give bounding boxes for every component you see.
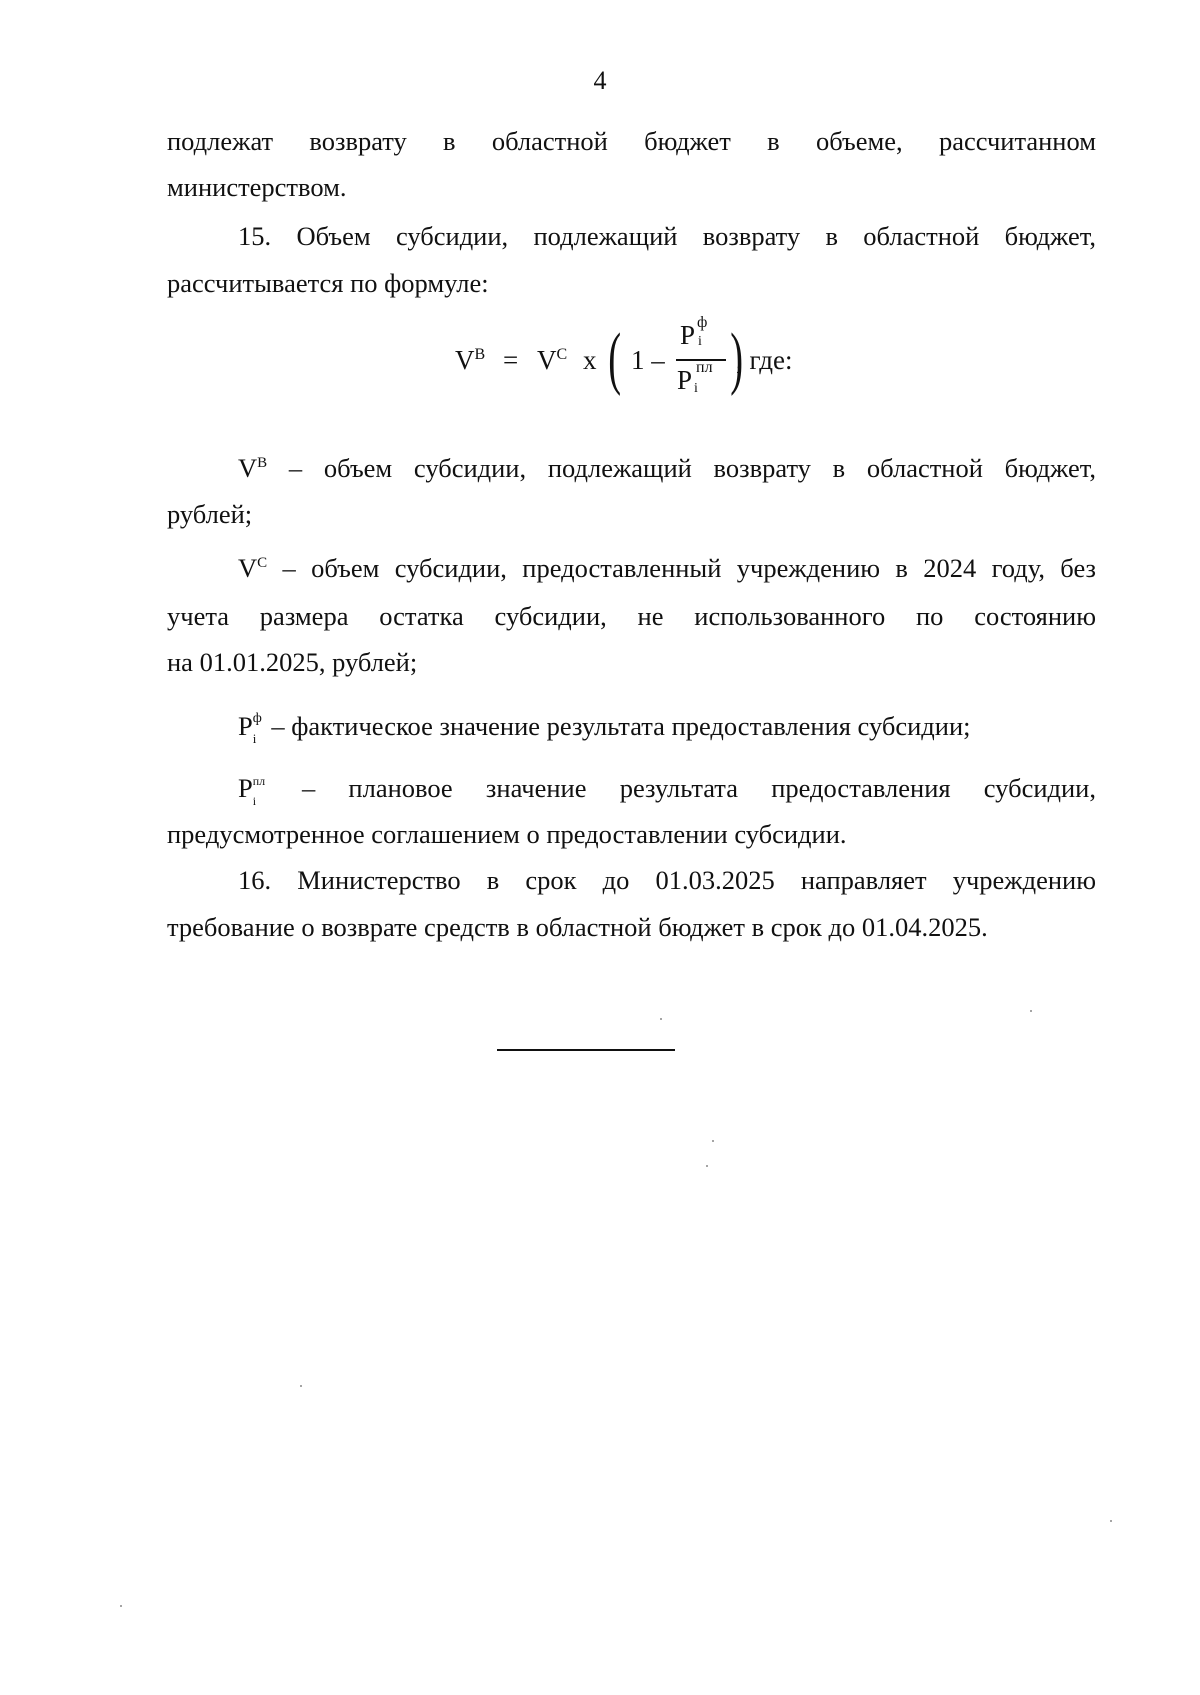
formula-tail: , где: (736, 345, 793, 375)
word: областной (491, 126, 608, 156)
superscript: С (257, 555, 268, 572)
definition-vc-line-3: на 01.01.2025, рублей; (167, 647, 418, 677)
definition-vb-line-1 (238, 452, 1096, 484)
formula-subscript: i (694, 381, 698, 396)
scan-speck (712, 1140, 714, 1142)
item-15-line-2: рассчитывается по формуле: (167, 268, 489, 298)
scan-speck (1030, 1010, 1032, 1012)
formula-superscript: В (474, 346, 486, 363)
word: рассчитанном (938, 126, 1096, 156)
scan-speck (706, 1165, 708, 1167)
symbol-v: V (238, 453, 258, 483)
formula-right-paren: ) (730, 320, 744, 397)
word: в (443, 126, 456, 156)
formula-symbol-v: V (537, 345, 557, 375)
formula-numerator (680, 314, 708, 351)
symbol-v: V (238, 553, 258, 583)
definition-text: – объем субсидии, подлежащий возврату в областной бюджет, (267, 453, 1096, 483)
formula-subscript: i (698, 334, 702, 349)
symbol-p: P (238, 773, 253, 803)
word: возврату (309, 126, 407, 156)
formula-one-minus: 1 – (631, 345, 665, 375)
formula-superscript: С (556, 346, 568, 363)
definition-ppl-line-2: предусмотренное соглашением о предоставлении субсидии. (167, 819, 847, 849)
definition-vb-line-2: рублей; (167, 499, 253, 529)
scan-speck (1110, 1520, 1112, 1522)
page-number: 4 (593, 66, 607, 95)
formula-symbol-p: P (680, 320, 696, 350)
word: бюджет (644, 126, 731, 156)
definition-ppl-line-1: P пл i – плановое значение результата предоставления субсидии, (238, 773, 1096, 808)
formula-equals: = (503, 345, 519, 375)
word: объеме, (815, 126, 903, 156)
word: в (767, 126, 780, 156)
formula-symbol-v: V (455, 345, 475, 375)
definition-text: – объем субсидии, предоставленный учреждению в 2024 году, без (267, 553, 1096, 583)
scan-speck (660, 1018, 662, 1020)
formula-lhs (455, 345, 485, 376)
end-rule (497, 1049, 675, 1051)
formula-times: х (583, 345, 597, 375)
formula-left-paren: ( (608, 320, 622, 397)
scan-speck (300, 1385, 302, 1387)
definition-text: – плановое значение результата предоставления субсидии, (268, 773, 1096, 803)
item-15-line-1: 15. Объем субсидии, подлежащий возврату в областной бюджет, (238, 221, 1096, 251)
superscript: В (257, 455, 268, 472)
formula-symbol-p: P (677, 365, 693, 395)
formula-denominator (677, 359, 713, 396)
definition-text: – фактическое значение результата предоставления субсидии; (264, 711, 971, 741)
scan-speck (120, 1605, 122, 1607)
formula (455, 314, 815, 412)
definition-vc-line-2: учета размера остатка субсидии, не использованного по состоянию (167, 601, 1096, 631)
item-16-line-2: требование о возврате средств в областной бюджет в срок до 01.04.2025. (167, 912, 988, 942)
definition-vc-line-1 (238, 552, 1096, 584)
formula-rhs-v (537, 345, 567, 376)
definition-pf-line: P ф i – фактическое значение результата предоставления субсидии; (238, 711, 971, 746)
item-16-line-1: 16. Министерство в срок до 01.03.2025 направляет учреждению (238, 865, 1096, 895)
formula-superscript: ф (697, 314, 708, 331)
word: подлежат (167, 126, 274, 156)
formula-superscript: пл (696, 359, 713, 376)
paragraph-continuation-line-1 (167, 125, 1096, 157)
paragraph-continuation-line-2: министерством. (167, 172, 347, 202)
symbol-p: P (238, 711, 253, 741)
